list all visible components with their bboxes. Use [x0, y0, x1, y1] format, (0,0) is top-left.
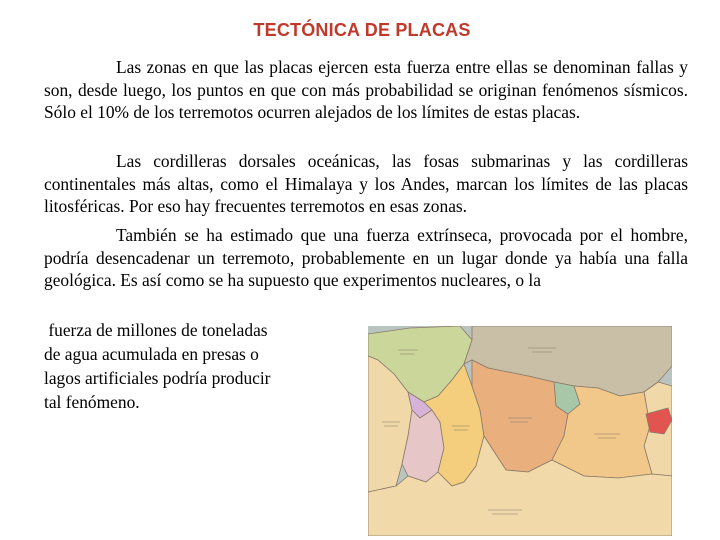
- paragraph-3-continuation: [44, 318, 344, 414]
- continuation-line: lagos artificiales podría producir: [44, 368, 271, 388]
- continuation-line: fuerza de millones de toneladas: [44, 320, 268, 340]
- paragraph-1-text: Las zonas en que las placas ejercen esta fuerza entre ellas se denominan fallas y son, desde luego, los puntos en que con más probabilidad se originan fenómenos sísmicos. Sólo el 10% de los terremotos ocurren alejados de los límites de estas placas.: [44, 57, 688, 122]
- paragraph-3-text: También se ha estimado que una fuerza extrínseca, provocada por el hombre, podría desencadenar un terremoto, probablemente en un lugar donde ya había una falla geológica. Es así como se ha supuesto que experimentos nucleares, o la: [44, 225, 688, 290]
- continuation-line: tal fenómeno.: [44, 392, 140, 412]
- paragraph-2-text: Las cordilleras dorsales oceánicas, las fosas submarinas y las cordilleras continentales más altas, como el Himalaya y los Andes, marcan los límites de las placas litosféricas. Por eso hay frecuentes terremotos en esas zonas.: [44, 151, 688, 216]
- page-title: TECTÓNICA DE PLACAS: [253, 20, 471, 40]
- tectonic-map-svg: [368, 326, 672, 536]
- paragraph-3: [44, 224, 688, 292]
- paragraph-1: [44, 56, 688, 124]
- paragraph-2: [44, 150, 688, 218]
- continuation-line: de agua acumulada en presas o: [44, 344, 259, 364]
- tectonic-plates-map: [368, 326, 672, 536]
